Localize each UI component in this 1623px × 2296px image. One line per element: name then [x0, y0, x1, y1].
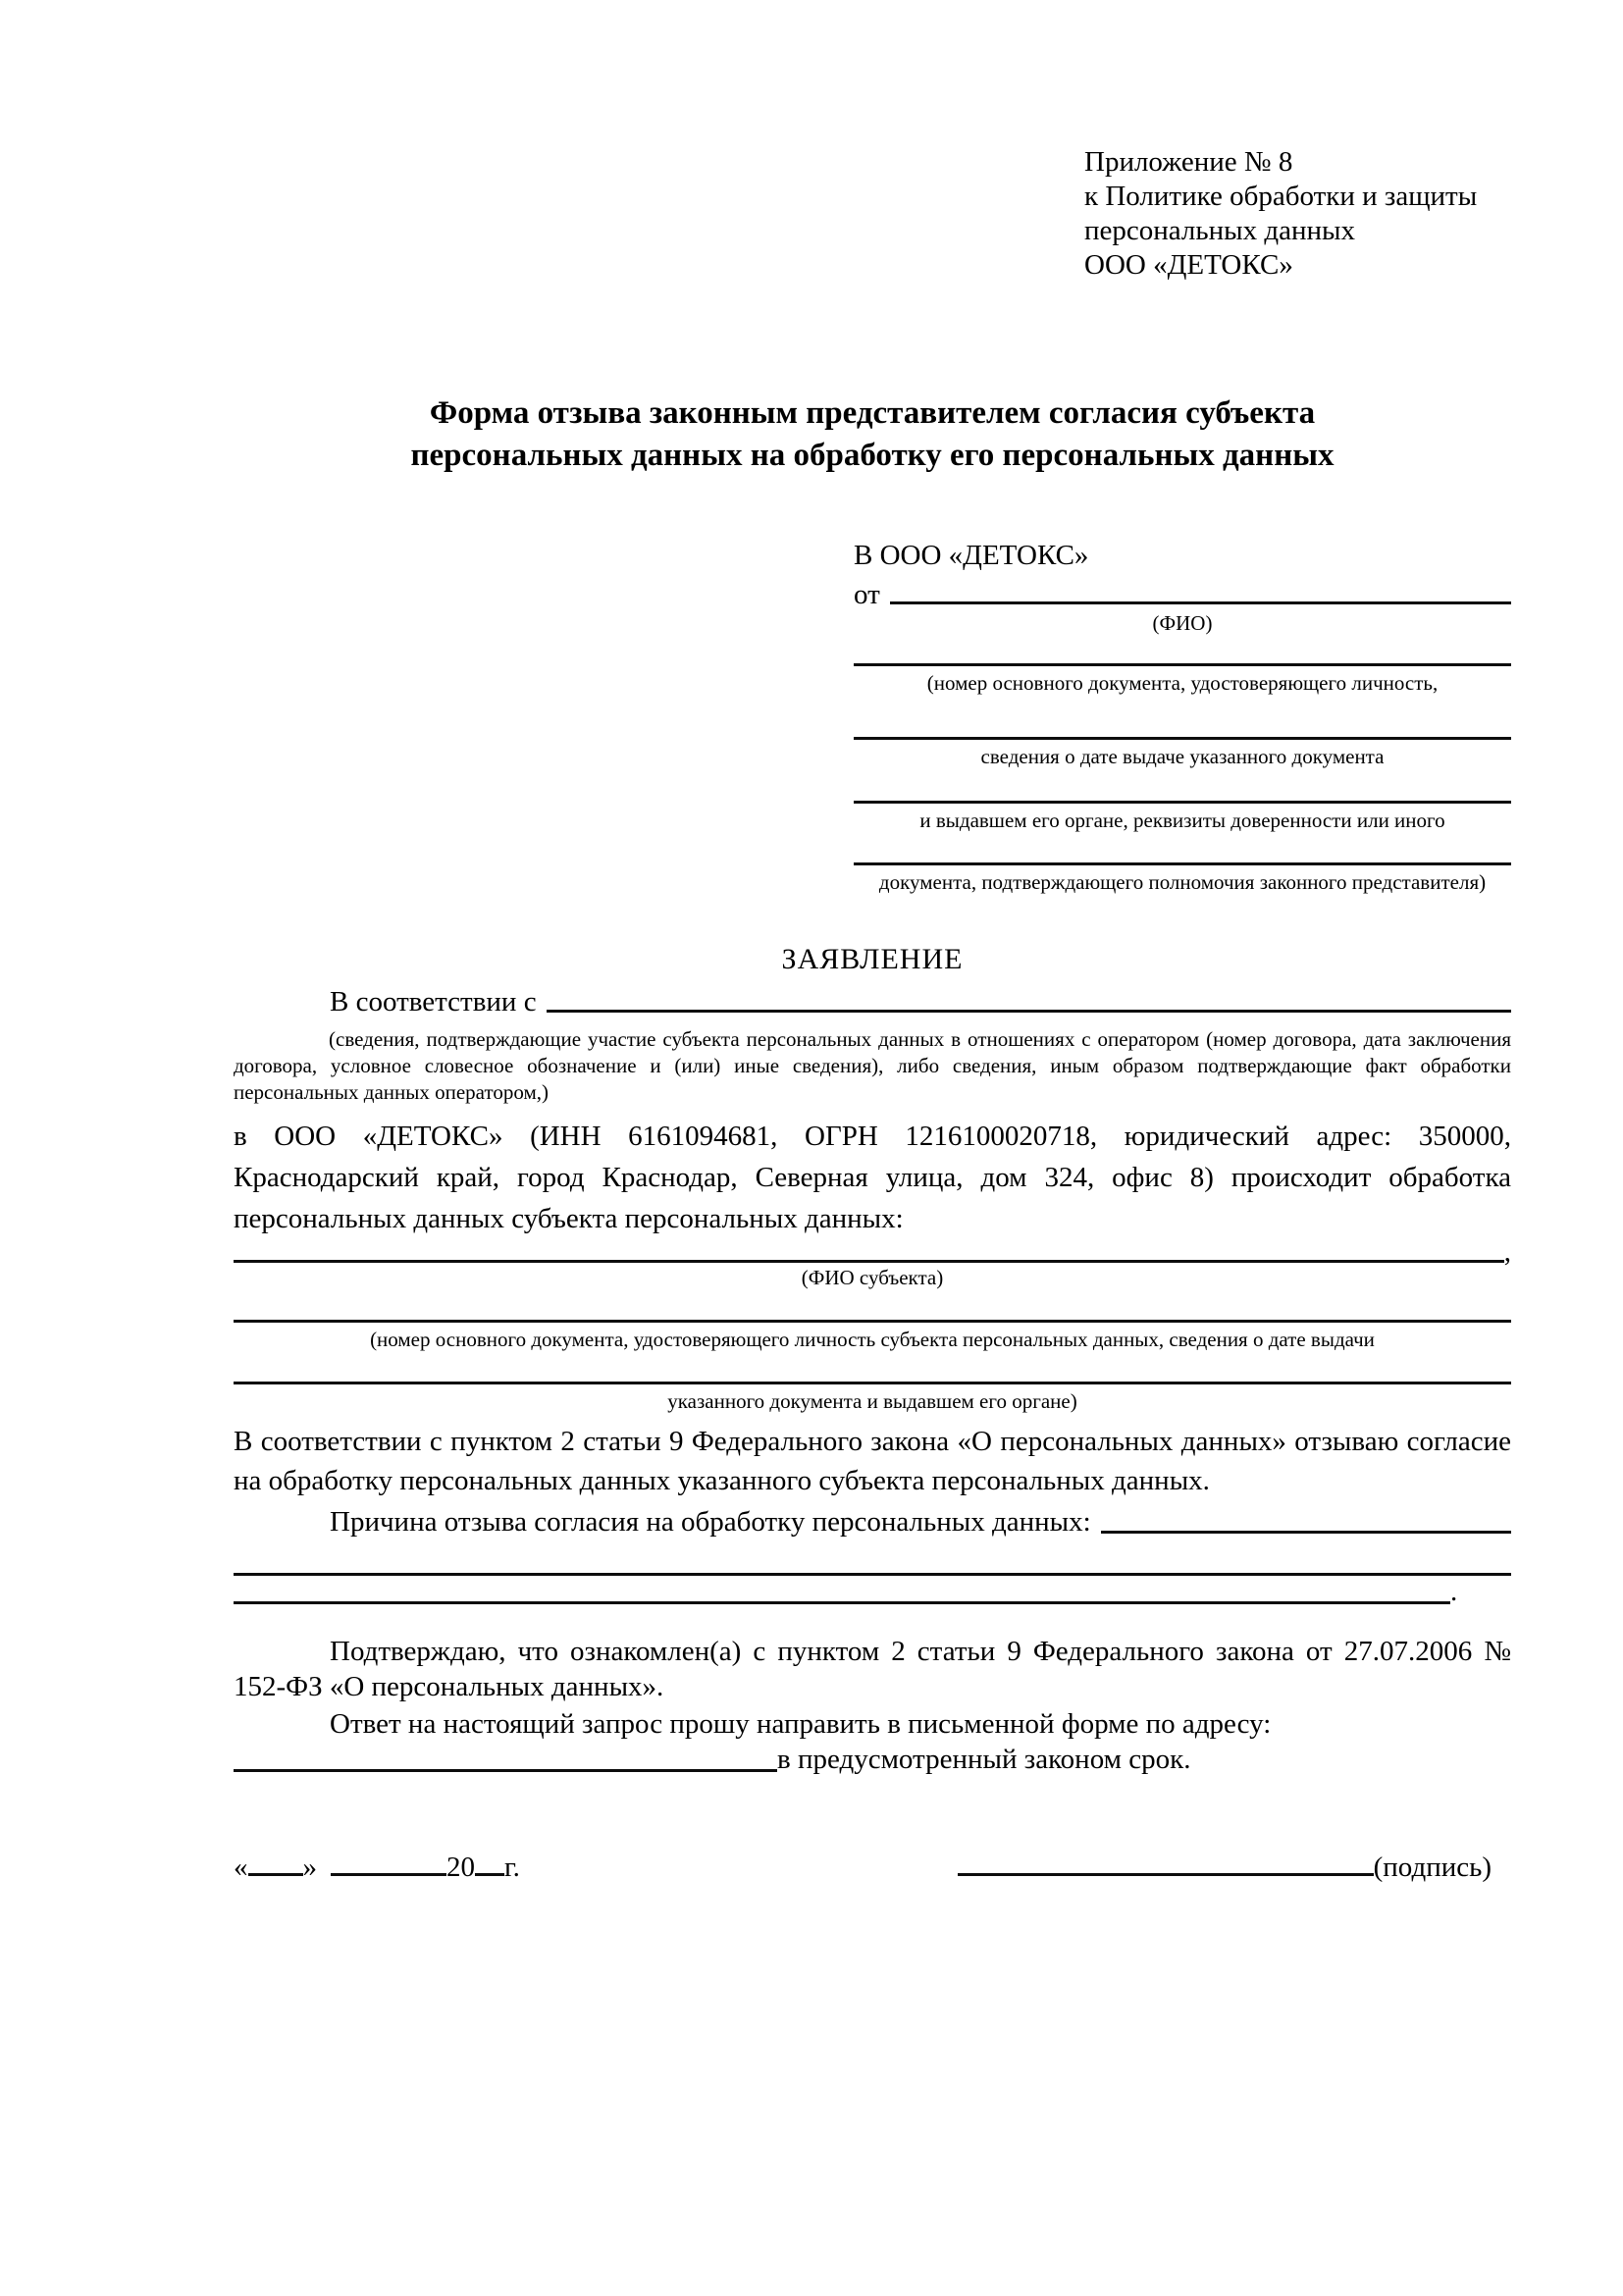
subject-doc-field [234, 1320, 1511, 1352]
date-field [234, 1850, 520, 1885]
field-caption: сведения о дате выдаче указанного документа [980, 745, 1385, 768]
reply-address-row [234, 1742, 1511, 1777]
withdrawal-paragraph: В соответствии с пунктом 2 статьи 9 Федерального закона «О персональных данных» отзываю согласие на обработку персональных данных указанного субъекта персональных данных. [234, 1426, 1511, 1496]
quote-close: » [302, 1852, 317, 1883]
representative-doc-field [854, 663, 1511, 696]
subject-fio-blank-line [234, 1260, 1504, 1263]
reason-blank-line-end [234, 1576, 1511, 1608]
reason-prefix: Причина отзыва согласия на обработку персональных данных: [330, 1506, 1091, 1538]
reply-paragraph: Ответ на настоящий запрос прошу направить в письменной форме по адресу: [330, 1708, 1272, 1740]
reply-suffix: в предусмотренный законом срок. [777, 1744, 1191, 1775]
reason-blank-line [234, 1601, 1450, 1604]
document-title-line: персональных данных на обработку его персональных данных [410, 438, 1335, 473]
field-caption: (номер основного документа, удостоверяющего личность субъекта персональных данных, сведения о дате выдачи [370, 1328, 1375, 1351]
document-title-line: Форма отзыва законным представителем согласия субъекта [429, 395, 1316, 431]
confirm-paragraph: Подтверждаю, что ознакомлен(а) с пунктом 2 статьи 9 Федерального закона от 27.07.2006 № 152-ФЗ «О персональных данных». [234, 1636, 1511, 1702]
representative-doc-field [854, 801, 1511, 833]
date-signature-row [234, 1850, 1511, 1885]
year-blank-line [475, 1850, 504, 1876]
addressee-block [854, 538, 1511, 895]
signature-caption: (подпись) [1373, 1852, 1492, 1883]
intro-prefix: В соответствии с [330, 986, 537, 1018]
year-prefix: 20 [446, 1852, 475, 1883]
reason-row [234, 1504, 1511, 1539]
blank-line [234, 1382, 1511, 1384]
reason-blank-line-full [234, 1539, 1511, 1576]
signature-field [958, 1850, 1492, 1885]
appendix-line: ООО «ДЕТОКС» [1084, 249, 1293, 281]
document-title [234, 392, 1511, 477]
blank-line [234, 1320, 1511, 1323]
representative-doc-field [854, 862, 1511, 895]
month-blank-line [331, 1850, 446, 1876]
field-caption: и выдавшем его органе, реквизиты доверенности или иного [919, 809, 1445, 832]
addressee-organization: В ООО «ДЕТОКС» [854, 540, 1089, 571]
addressee-from-row [854, 579, 1511, 610]
statement-intro-row [234, 985, 1511, 1018]
fio-caption: (ФИО) [1152, 611, 1213, 635]
quote-open: « [234, 1852, 248, 1883]
from-label: от [854, 579, 880, 610]
blank-line [854, 862, 1511, 865]
reason-blank-line [1101, 1531, 1511, 1534]
blank-line [854, 737, 1511, 740]
representative-doc-field [854, 737, 1511, 769]
field-caption: указанного документа и выдавшем его органе) [667, 1389, 1077, 1413]
trailing-period: . [1450, 1576, 1458, 1607]
appendix-line: к Политике обработки и защиты [1084, 181, 1478, 212]
fio-blank-line [890, 601, 1511, 604]
appendix-block [1084, 145, 1511, 283]
field-caption: документа, подтверждающего полномочия законного представителя) [878, 870, 1487, 894]
field-caption: (номер основного документа, удостоверяющего личность, [926, 671, 1439, 695]
subject-fio-caption: (ФИО субъекта) [801, 1266, 944, 1289]
trailing-comma: , [1503, 1236, 1511, 1268]
appendix-line: персональных данных [1084, 215, 1356, 246]
address-blank-line [234, 1769, 777, 1772]
blank-line [854, 663, 1511, 666]
day-blank-line [248, 1850, 303, 1876]
intro-note: (сведения, подтверждающие участие субъекта персональных данных в отношениях с оператором (номер договора, дата заключения договора, условное словесное обозначение и (или) иные сведения), либо сведения, иным образом подтверждающие факт обработки персональных данных оператором,) [234, 1027, 1511, 1104]
blank-line [854, 801, 1511, 804]
operator-paragraph: в ООО «ДЕТОКС» (ИНН 6161094681, ОГРН 1216100020718, юридический адрес: 350000, Краснодарский край, город Краснодар, Северная улица, дом 324, офис 8) происходит обработка персональных данных субъекта персональных данных: [234, 1121, 1511, 1234]
subject-doc-field [234, 1382, 1511, 1414]
intro-blank-line [547, 1010, 1511, 1013]
year-suffix: г. [504, 1852, 520, 1883]
appendix-line: Приложение № 8 [1084, 146, 1293, 178]
signature-blank-line [958, 1850, 1374, 1876]
subject-fio-row [234, 1236, 1511, 1268]
statement-heading: ЗАЯВЛЕНИЕ [781, 943, 964, 975]
